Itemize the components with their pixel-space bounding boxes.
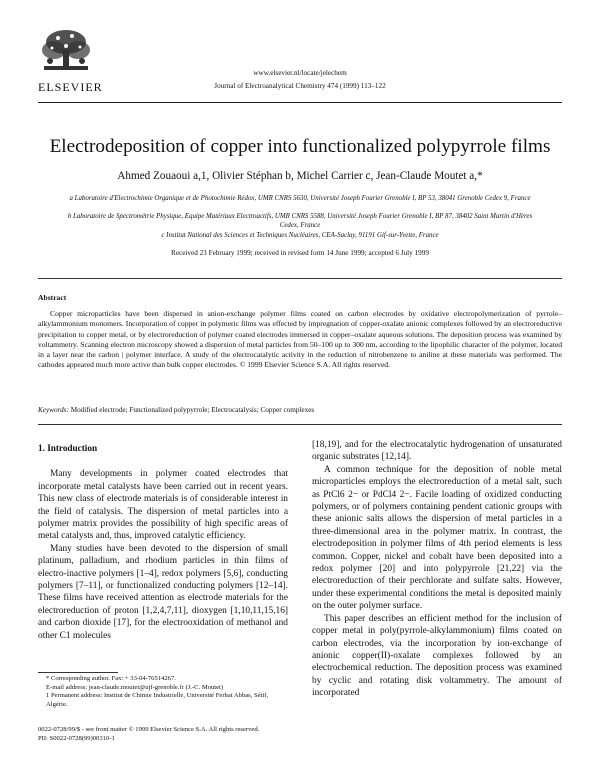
intro-paragraph-2-cont: [18,19], and for the electrocatalytic hydrogenation of unsaturated organic substrates [12,14]. [312, 440, 562, 463]
abstract-bottom-divider [38, 424, 562, 425]
left-column [38, 442, 288, 642]
elsevier-logo [38, 28, 103, 94]
footnote-permanent: 1 Permanent address: Institut de Chimie Industrielle, Université Ferhat Abbas, Sétif, Algérie. [46, 692, 269, 708]
section-heading: 1. Introduction [38, 443, 98, 453]
header-divider [38, 102, 562, 103]
paper-title: Electrodeposition of copper into functionalized polypyrrole films [49, 136, 551, 157]
affiliation-b: b Laboratoire de Spectrométrie Physique, Equipe Matériaux Electroactifs, UMR CNRS 5588, Université Joseph Fourier Grenoble I, BP 87, 38402 Saint Martin d'Hères Cedex, France [67, 213, 533, 229]
footnotes [38, 675, 288, 709]
pii-line: PII: S0022-0728(99)00310-1 [38, 735, 115, 742]
journal-citation: Journal of Electroanalytical Chemistry 474 (1999) 113–122 [214, 82, 386, 90]
copyright-line: 0022-0728/99/$ - see front matter © 1999 Elsevier Science S.A. All rights reserved. [38, 726, 260, 733]
elsevier-tree-icon [38, 28, 94, 74]
keywords-text: Modified electrode; Functionalized polypyrrole; Electrocatalysis; Copper complexes [70, 406, 315, 414]
publisher-name: ELSEVIER [38, 80, 103, 94]
abstract-heading: Abstract [38, 293, 67, 302]
copyright [38, 725, 259, 743]
author-list: Ahmed Zouaoui a,1, Olivier Stéphan b, Michel Carrier c, Jean-Claude Moutet a,* [117, 170, 483, 182]
intro-paragraph-4: This paper describes an efficient method for the inclusion of copper metal in poly(pyrrole-alkylammonium) films coated on carbon electrodes, via the incorporation by ion-exchange of anionic copper(II)-oxalate complexes followed by an electrochemical reduction. The deposition process was examined by cyclic and rotating disk voltammetry. The amount of incorporated [312, 613, 562, 699]
received-dates: Received 23 February 1999; received in revised form 14 June 1999; accepted 6 July 1999 [171, 249, 429, 257]
affiliation-a: a Laboratoire d'Electrochimie Organique et de Photochimie Rédox, UMR CNRS 5630, Université Joseph Fourier Grenoble I, BP 53, 38041 Grenoble Cedex 9, France [69, 195, 531, 202]
footnote-divider [38, 672, 118, 673]
footnote-corresponding: * Corresponding author. Fax: + 33-04-76514267. [46, 675, 176, 682]
abstract-top-divider [38, 278, 562, 279]
intro-paragraph-1: Many developments in polymer coated electrodes that incorporate metal catalysts have been carried out in recent years. This new class of electrode materials is of considerable interest in the field of catalysis. The dispersion of metal particles into a polymer matrix provides the possibility of high specific areas of metal catalysts and, thus, improved catalytic efficiency. [38, 469, 288, 542]
intro-paragraph-2: Many studies have been devoted to the dispersion of small platinum, palladium, and rhodium particles in thin films of electro-inactive polymers [1–4], redox polymers [5,6], conducting polymers [7–11], or functionalized conducting polymers [12–14]. These films have received attention as electrode materials for the electroreduction of proton [1,2,4,7,11], dioxygen [1,10,11,15,16] and carbon dioxide [17], for the electrooxidation of methanol and other C1 molecules [38, 543, 288, 641]
journal-url[interactable]: www.elsevier.nl/locate/jelechem [253, 69, 347, 77]
keywords-label: Keywords: [38, 406, 69, 414]
keywords [38, 406, 314, 414]
intro-paragraph-3: A common technique for the deposition of noble metal microparticles employs the electroreduction of a metal salt, such as PtCl6 2− or PdCl4 2−. Facile loading of oxidized conducting polymers, or of polymers containing pendent cationic groups with these anionic salts allows the dispersion of metal particles in a three-dimensional area in the polymer matrix. In contrast, the electrodeposition in polymer films of 4th period elements is less common. Copper, nickel and cobalt have been deposited into a redox polymer [20] and into polypyrrole [21,22] via the electroreduction of their perchlorate and sulfate salts. However, under these experimental conditions the metal is deposited mainly on the outer polymer surface. [312, 464, 562, 612]
right-column [312, 439, 562, 700]
footnote-email[interactable]: E-mail address: jean-claude.moutet@ujf-grenoble.fr (J.-C. Moutet) [46, 683, 224, 691]
abstract-text: Copper microparticles have been dispersed in anion-exchange polymer films coated on carbon electrodes by oxidative electropolymerization of pyrrole–alkylammonium monomers. Incorporation of copper in polymeric films was effected by impregnation of copper-oxalate anionic complexes followed by an electroreductive precipitation to copper metal, or by electroreduction of polymer coated electrodes immersed in copper–oxalate aqueous solutions. The deposition process was examined by voltammetry. Scanning electron microscopy showed a dispersion of metal particles from 50–100 up to 300 nm, according to the lipophilic character of the polymer, located in a layer near the carbon | polymer interface. A study of the electrocatalytic activity in the reduction of nitrobenzene to aniline at these materials was performed. The cathodes appeared much more active than bulk copper electrodes. © 1999 Elsevier Science S.A. All rights reserved. [38, 309, 562, 370]
affiliation-c: c Institut National des Sciences et Techniques Nucléaires, CEA-Saclay, 91191 Gif-sur-Yvette, France [161, 232, 439, 239]
